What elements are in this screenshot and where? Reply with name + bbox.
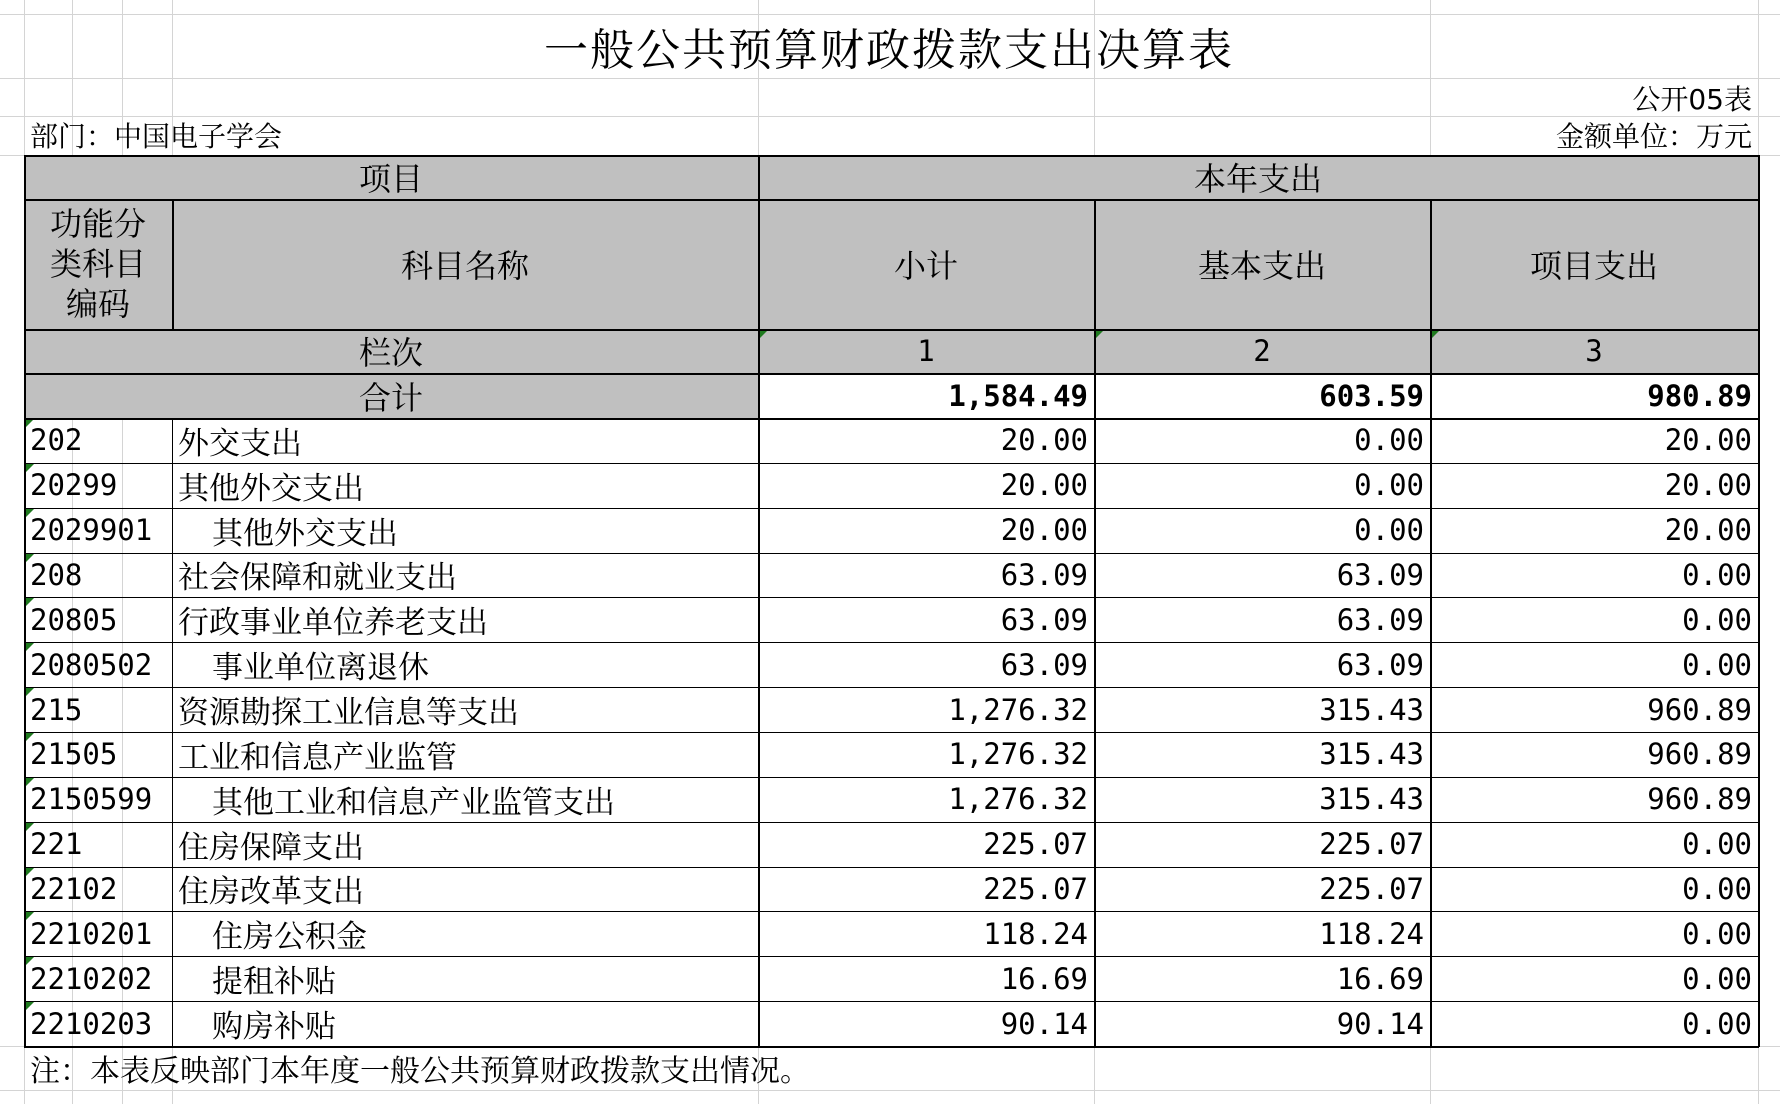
row-project: 0.00 bbox=[1682, 916, 1752, 951]
row-subtotal: 1,276.32 bbox=[948, 692, 1088, 727]
border-line bbox=[24, 1046, 1759, 1048]
row-code: 202 bbox=[30, 423, 83, 458]
header-col1: 1 bbox=[758, 329, 1094, 373]
row-code: 22102 bbox=[30, 871, 118, 906]
border-line bbox=[24, 597, 1759, 598]
header-col3: 3 bbox=[1430, 329, 1758, 373]
row-code: 215 bbox=[30, 692, 83, 727]
form-number: 公开05表 bbox=[1632, 83, 1752, 116]
cell-marker bbox=[759, 330, 768, 339]
total-basic: 603.59 bbox=[1319, 378, 1424, 413]
row-subtotal: 118.24 bbox=[983, 916, 1088, 951]
border-line bbox=[24, 155, 1759, 157]
row-subtotal: 20.00 bbox=[1000, 513, 1088, 548]
row-name: 外交支出 bbox=[178, 425, 302, 462]
row-name: 其他外交支出 bbox=[212, 515, 398, 552]
row-name: 购房补贴 bbox=[212, 1009, 336, 1046]
row-code: 2029901 bbox=[30, 513, 153, 548]
border-line bbox=[24, 373, 1759, 375]
row-code: 208 bbox=[30, 557, 83, 592]
border-line bbox=[172, 418, 173, 1046]
header-name: 科目名称 bbox=[172, 199, 758, 329]
row-basic: 0.00 bbox=[1354, 423, 1424, 458]
row-basic: 63.09 bbox=[1336, 557, 1424, 592]
row-code: 20299 bbox=[30, 468, 118, 503]
cell-marker bbox=[25, 419, 34, 428]
row-basic: 225.07 bbox=[1319, 871, 1424, 906]
header-code bbox=[24, 199, 172, 329]
gridline bbox=[0, 78, 1780, 79]
row-project: 0.00 bbox=[1682, 961, 1752, 996]
border-line bbox=[24, 642, 1759, 643]
border-line bbox=[24, 911, 1759, 912]
cell-marker bbox=[25, 1002, 34, 1011]
border-line bbox=[24, 732, 1759, 733]
border-line bbox=[24, 687, 1759, 688]
row-subtotal: 90.14 bbox=[1000, 1006, 1088, 1041]
cell-marker bbox=[1095, 330, 1104, 339]
row-basic: 63.09 bbox=[1336, 647, 1424, 682]
header-subtotal: 小计 bbox=[758, 199, 1094, 329]
border-line bbox=[24, 155, 26, 1047]
total-project: 980.89 bbox=[1647, 378, 1752, 413]
row-subtotal: 63.09 bbox=[1000, 647, 1088, 682]
row-code: 20805 bbox=[30, 602, 118, 637]
row-code: 21505 bbox=[30, 737, 118, 772]
border-line bbox=[24, 1001, 1759, 1002]
row-basic: 315.43 bbox=[1319, 692, 1424, 727]
row-project: 960.89 bbox=[1647, 737, 1752, 772]
row-code: 2210201 bbox=[30, 916, 153, 951]
row-project: 0.00 bbox=[1682, 1006, 1752, 1041]
row-subtotal: 20.00 bbox=[1000, 423, 1088, 458]
row-basic: 118.24 bbox=[1319, 916, 1424, 951]
row-subtotal: 63.09 bbox=[1000, 602, 1088, 637]
border-line bbox=[24, 418, 1759, 420]
department-label: 部门：中国电子学会 bbox=[30, 120, 283, 153]
row-basic: 0.00 bbox=[1354, 513, 1424, 548]
row-name: 资源勘探工业信息等支出 bbox=[178, 695, 519, 732]
cell-marker bbox=[25, 509, 34, 518]
row-project: 0.00 bbox=[1682, 647, 1752, 682]
total-label: 合计 bbox=[24, 373, 758, 418]
row-name: 提租补贴 bbox=[212, 964, 336, 1001]
cell-marker bbox=[25, 823, 34, 832]
total-subtotal: 1,584.49 bbox=[948, 378, 1088, 413]
header-year-expense: 本年支出 bbox=[758, 155, 1758, 199]
border-line bbox=[172, 199, 174, 329]
border-line bbox=[24, 329, 1759, 331]
cell-marker bbox=[25, 688, 34, 697]
header-code-text: 功能分类科目编码 bbox=[49, 205, 146, 323]
cell-marker bbox=[25, 554, 34, 563]
cell-marker bbox=[25, 733, 34, 742]
row-code: 2210203 bbox=[30, 1006, 153, 1041]
gridline bbox=[0, 1090, 1780, 1091]
border-line bbox=[24, 508, 1759, 509]
amount-unit: 金额单位：万元 bbox=[1555, 120, 1752, 153]
row-name: 其他工业和信息产业监管支出 bbox=[212, 784, 615, 821]
row-name: 工业和信息产业监管 bbox=[178, 739, 457, 776]
row-project: 0.00 bbox=[1682, 602, 1752, 637]
cell-marker bbox=[25, 778, 34, 787]
cell-marker bbox=[25, 868, 34, 877]
row-subtotal: 20.00 bbox=[1000, 468, 1088, 503]
border-line bbox=[24, 822, 1759, 823]
border-line bbox=[758, 155, 760, 1047]
row-code: 221 bbox=[30, 827, 83, 862]
border-line bbox=[24, 777, 1759, 778]
row-subtotal: 1,276.32 bbox=[948, 737, 1088, 772]
header-basic: 基本支出 bbox=[1094, 199, 1430, 329]
row-name: 住房改革支出 bbox=[178, 874, 364, 911]
row-name: 社会保障和就业支出 bbox=[178, 560, 457, 597]
header-col-index: 栏次 bbox=[24, 329, 758, 373]
row-project: 0.00 bbox=[1682, 827, 1752, 862]
row-project: 960.89 bbox=[1647, 692, 1752, 727]
cell-marker bbox=[25, 643, 34, 652]
cell-marker bbox=[1431, 330, 1440, 339]
border-line bbox=[1758, 155, 1760, 1047]
row-code: 2080502 bbox=[30, 647, 153, 682]
row-basic: 0.00 bbox=[1354, 468, 1424, 503]
border-line bbox=[24, 956, 1759, 957]
row-name: 其他外交支出 bbox=[178, 470, 364, 507]
cell-marker bbox=[25, 464, 34, 473]
border-line bbox=[1430, 199, 1432, 1047]
row-code: 2150599 bbox=[30, 782, 153, 817]
header-col2: 2 bbox=[1094, 329, 1430, 373]
row-basic: 315.43 bbox=[1319, 737, 1424, 772]
row-basic: 16.69 bbox=[1336, 961, 1424, 996]
row-subtotal: 225.07 bbox=[983, 871, 1088, 906]
page-title: 一般公共预算财政拨款支出决算表 bbox=[544, 25, 1234, 76]
row-project: 20.00 bbox=[1664, 513, 1752, 548]
border-line bbox=[24, 553, 1759, 554]
row-name: 行政事业单位养老支出 bbox=[178, 605, 488, 642]
row-project: 960.89 bbox=[1647, 782, 1752, 817]
row-project: 0.00 bbox=[1682, 557, 1752, 592]
border-line bbox=[24, 463, 1759, 464]
row-name: 住房公积金 bbox=[212, 919, 367, 956]
row-subtotal: 1,276.32 bbox=[948, 782, 1088, 817]
row-basic: 225.07 bbox=[1319, 827, 1424, 862]
border-line bbox=[1094, 199, 1096, 1047]
row-subtotal: 225.07 bbox=[983, 827, 1088, 862]
cell-marker bbox=[25, 912, 34, 921]
row-project: 20.00 bbox=[1664, 423, 1752, 458]
footnote: 注：本表反映部门本年度一般公共预算财政拨款支出情况。 bbox=[30, 1054, 810, 1089]
row-name: 事业单位离退休 bbox=[212, 650, 429, 687]
header-project: 项目支出 bbox=[1430, 199, 1758, 329]
cell-marker bbox=[25, 598, 34, 607]
row-subtotal: 63.09 bbox=[1000, 557, 1088, 592]
row-basic: 90.14 bbox=[1336, 1006, 1424, 1041]
row-basic: 63.09 bbox=[1336, 602, 1424, 637]
row-project: 0.00 bbox=[1682, 871, 1752, 906]
row-name: 住房保障支出 bbox=[178, 829, 364, 866]
row-basic: 315.43 bbox=[1319, 782, 1424, 817]
row-subtotal: 16.69 bbox=[1000, 961, 1088, 996]
header-item: 项目 bbox=[24, 155, 758, 199]
row-code: 2210202 bbox=[30, 961, 153, 996]
cell-marker bbox=[25, 957, 34, 966]
border-line bbox=[24, 199, 1759, 201]
row-project: 20.00 bbox=[1664, 468, 1752, 503]
border-line bbox=[24, 867, 1759, 868]
